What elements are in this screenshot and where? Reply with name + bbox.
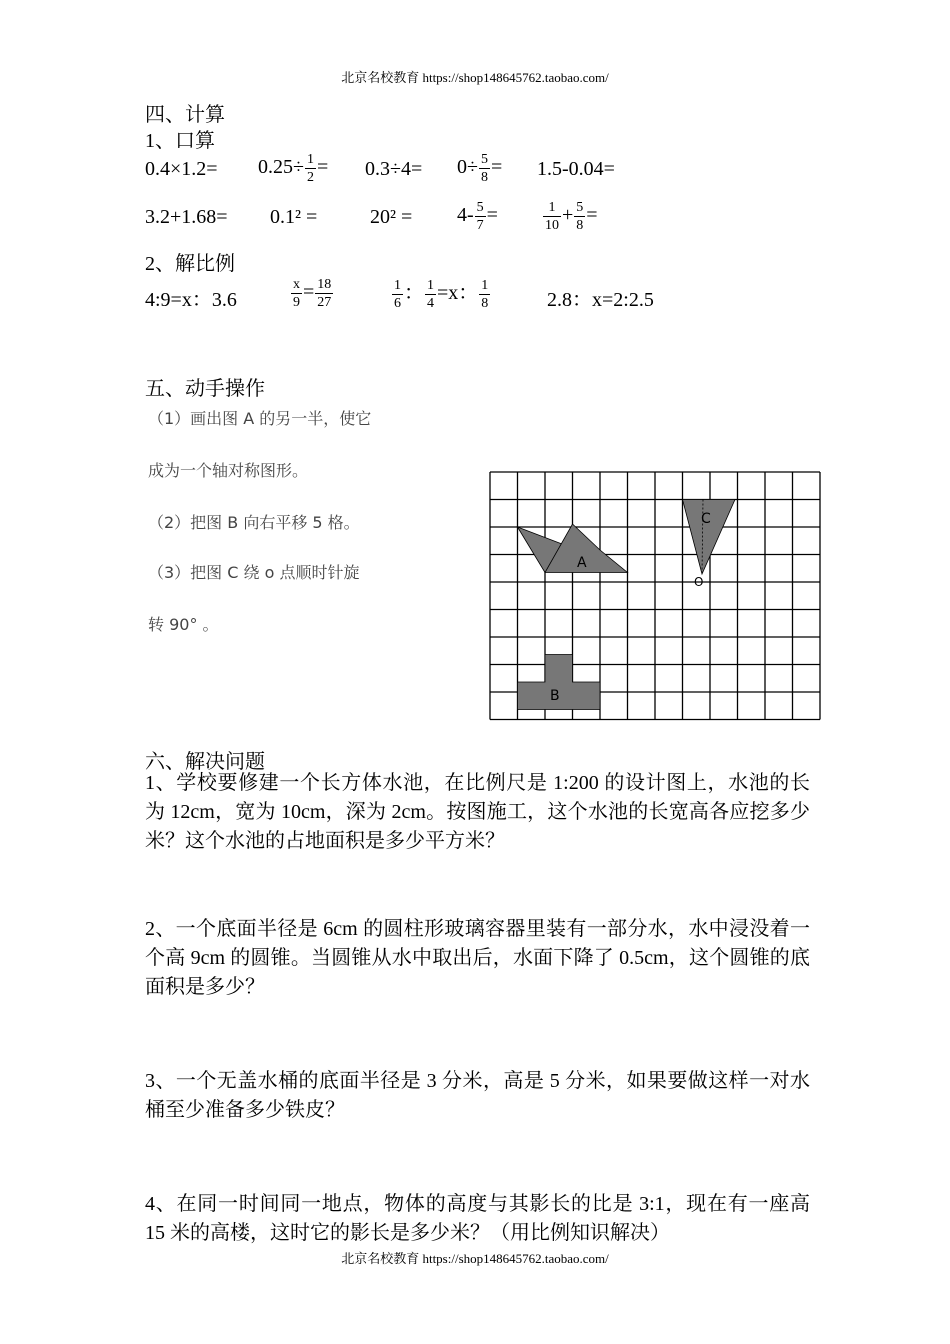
proportion-2: $\frac{x}{9}$ = $\frac{18}{27}$ (293, 277, 332, 310)
proportion-4: 2.8：x=2:2.5 (547, 289, 654, 311)
fraction: $\frac{x}{9}$ (293, 277, 300, 310)
instruction-2: （2）把图 B 向右平移 5 格。 (148, 513, 360, 532)
proportion-3: $\frac{1}{6}$ ： $\frac{1}{4}$ =x： $\frac{1}{8}$ (394, 277, 489, 311)
section-4-title: 四、计算 (145, 104, 225, 126)
fraction: $\frac{18}{27}$ (317, 277, 332, 310)
label-o: O (694, 575, 704, 589)
section-4-sub-1: 1、口算 (145, 130, 215, 152)
calc-1-1: 0.4×1.2= (145, 158, 218, 180)
problem-2: 2、一个底面半径是 6cm 的圆柱形玻璃容器里装有一部分水，水中浸没着一个高 9cm 的圆锥。当圆锥从水中取出后，水面下降了 0.5cm，这个圆锥的底面积是多少？ (145, 918, 810, 998)
section-5-title: 五、动手操作 (145, 378, 265, 400)
instruction-1b: 成为一个轴对称图形。 (148, 461, 309, 480)
calc-2-3: 20² = (370, 206, 413, 228)
calc-2-2: 0.1² = (270, 206, 318, 228)
proportion-1: 4:9=x：3.6 (145, 289, 237, 311)
instruction-3a: （3）把图 C 绕 o 点顺时针旋 (148, 563, 360, 582)
fraction: $\frac{5}{8}$ (480, 152, 488, 185)
fraction: $\frac{1}{10}$ (545, 200, 559, 233)
section-6-title: 六、解决问题 (145, 751, 265, 773)
page-footer: 北京名校教育 https://shop148645762.taobao.com/ (341, 1251, 609, 1266)
instruction-1a: （1）画出图 A 的另一半，使它 (148, 409, 372, 428)
calc-1-4: 0÷ $\frac{5}{8}$ = (457, 152, 503, 185)
calc-1-3: 0.3÷4= (365, 158, 423, 180)
section-4-sub-2: 2、解比例 (145, 253, 235, 275)
calc-1-5: 1.5-0.04= (537, 158, 615, 180)
problem-4: 4、在同一时间同一地点，物体的高度与其影长的比是 3:1，现在有一座高 15 米的高楼，这时它的影长是多少米？（用比例知识解决） (145, 1193, 810, 1244)
fraction: $\frac{5}{8}$ (576, 200, 584, 233)
fraction: $\frac{1}{8}$ (481, 277, 489, 311)
fraction: $\frac{1}{2}$ (306, 152, 314, 185)
label-a: A (577, 555, 587, 571)
problem-3: 3、一个无盖水桶的底面半径是 3 分米，高是 5 分米，如果要做这样一对水桶至少准备多少铁皮？ (145, 1070, 810, 1121)
page-header: 北京名校教育 https://shop148645762.taobao.com/ (341, 70, 609, 85)
fraction: $\frac{5}{7}$ (476, 200, 484, 233)
calc-1-2: 0.25÷ $\frac{1}{2}$ = (258, 152, 329, 185)
calc-2-5: $\frac{1}{10}$ + $\frac{5}{8}$ = (545, 200, 598, 233)
problem-1: 1、学校要修建一个长方体水池，在比例尺是 1:200 的设计图上，水池的长为 12cm，宽为 10cm，深为 2cm。按图施工，这个水池的长宽高各应挖多少米？这个水池的占地面积是多少平方米？ (145, 772, 810, 852)
calc-2-4: 4- $\frac{5}{7}$ = (457, 200, 498, 233)
fraction: $\frac{1}{4}$ (427, 277, 434, 311)
instruction-3b: 转 90° 。 (148, 615, 219, 634)
calc-2-1: 3.2+1.68= (145, 206, 228, 228)
label-c: C (701, 511, 711, 527)
fraction: $\frac{1}{6}$ (394, 277, 401, 311)
label-b: B (550, 688, 560, 704)
